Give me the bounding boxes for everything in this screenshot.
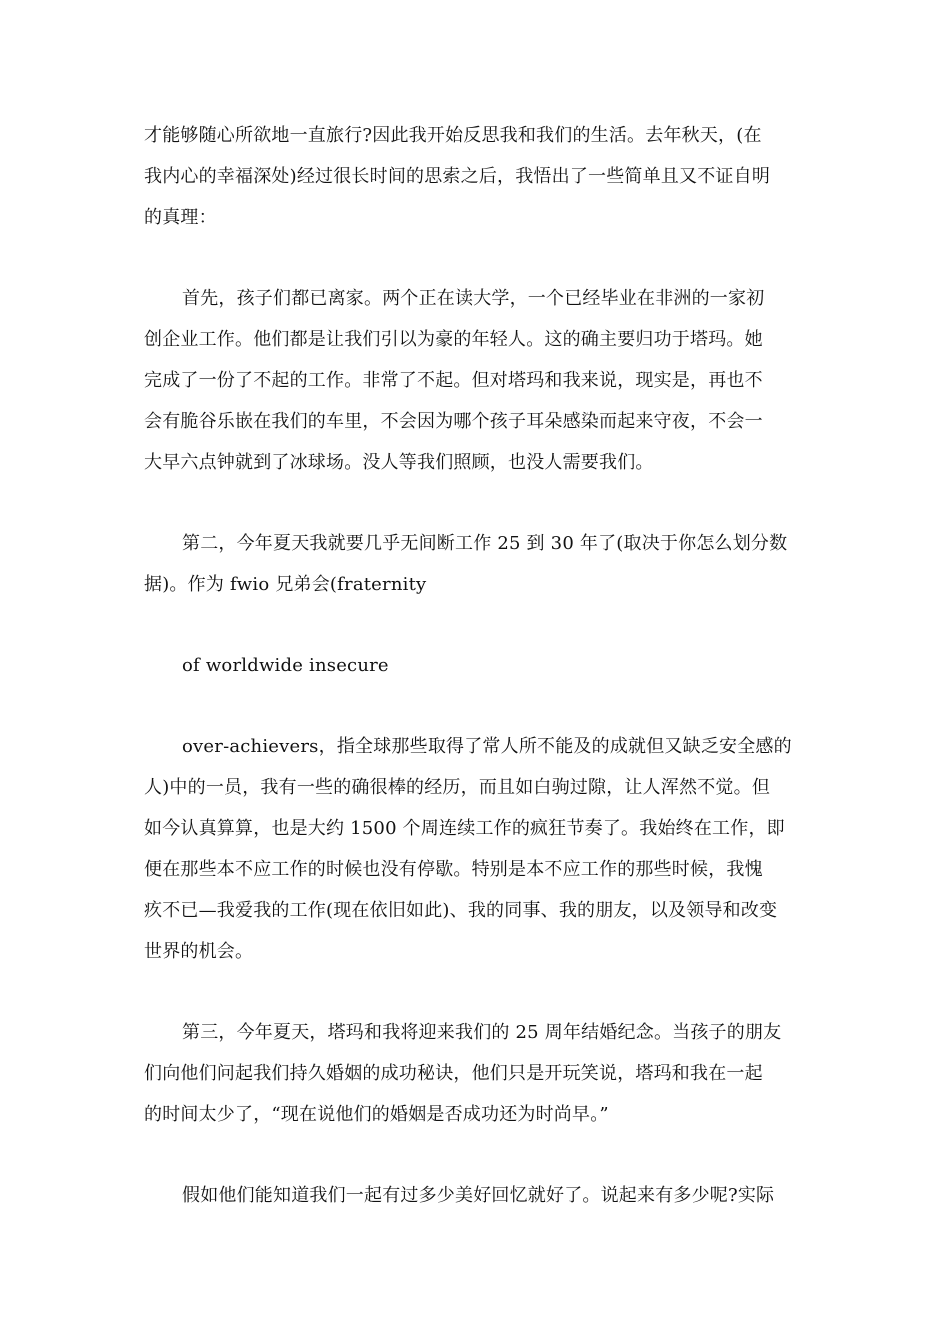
text-line: 完成了一份了不起的工作。非常了不起。但对塔玛和我来说，现实是，再也不 <box>144 370 763 391</box>
text-line: 疚不已—我爱我的工作(现在依旧如此)、我的同事、我的朋友，以及领导和改变 <box>144 900 778 921</box>
text-line: 首先，孩子们都已离家。两个正在读大学，一个已经毕业在非洲的一家初 <box>182 288 765 309</box>
text-line: 的真理： <box>144 207 217 228</box>
text-line: 假如他们能知道我们一起有过多少美好回忆就好了。说起来有多少呢?实际 <box>182 1185 775 1206</box>
text-line: of worldwide insecure <box>182 655 389 676</box>
text-line: 如今认真算算，也是大约 1500 个周连续工作的疯狂节奏了。我始终在工作，即 <box>144 818 785 839</box>
text-line: 第三，今年夏天，塔玛和我将迎来我们的 25 周年结婚纪念。当孩子的朋友 <box>182 1022 782 1043</box>
text-line: 我内心的幸福深处)经过很长时间的思索之后，我悟出了一些简单且又不证自明 <box>144 166 771 187</box>
text-line: 才能够随心所欲地一直旅行?因此我开始反思我和我们的生活。去年秋天，(在 <box>144 125 762 146</box>
text-line: 据)。作为 fwio 兄弟会(fraternity <box>144 574 427 595</box>
text-line: 人)中的一员，我有一些的确很棒的经历，而且如白驹过隙，让人浑然不觉。但 <box>144 777 771 798</box>
text-line: 的时间太少了，“现在说他们的婚姻是否成功还为时尚早。” <box>144 1104 609 1125</box>
text-line: 会有脆谷乐嵌在我们的车里，不会因为哪个孩子耳朵感染而起来守夜，不会一 <box>144 411 763 432</box>
text-line: over-achievers，指全球那些取得了常人所不能及的成就但又缺乏安全感的 <box>182 736 792 757</box>
text-line: 便在那些本不应工作的时候也没有停歇。特别是本不应工作的那些时候，我愧 <box>144 859 763 880</box>
text-line: 第二，今年夏天我就要几乎无间断工作 25 到 30 年了(取决于你怎么划分数 <box>182 533 788 554</box>
text-line: 创企业工作。他们都是让我们引以为豪的年轻人。这的确主要归功于塔玛。她 <box>144 329 763 350</box>
text-line: 世界的机会。 <box>144 941 254 962</box>
text-line: 们向他们问起我们持久婚姻的成功秘诀，他们只是开玩笑说，塔玛和我在一起 <box>144 1063 763 1084</box>
text-line: 大早六点钟就到了冰球场。没人等我们照顾，也没人需要我们。 <box>144 452 654 473</box>
